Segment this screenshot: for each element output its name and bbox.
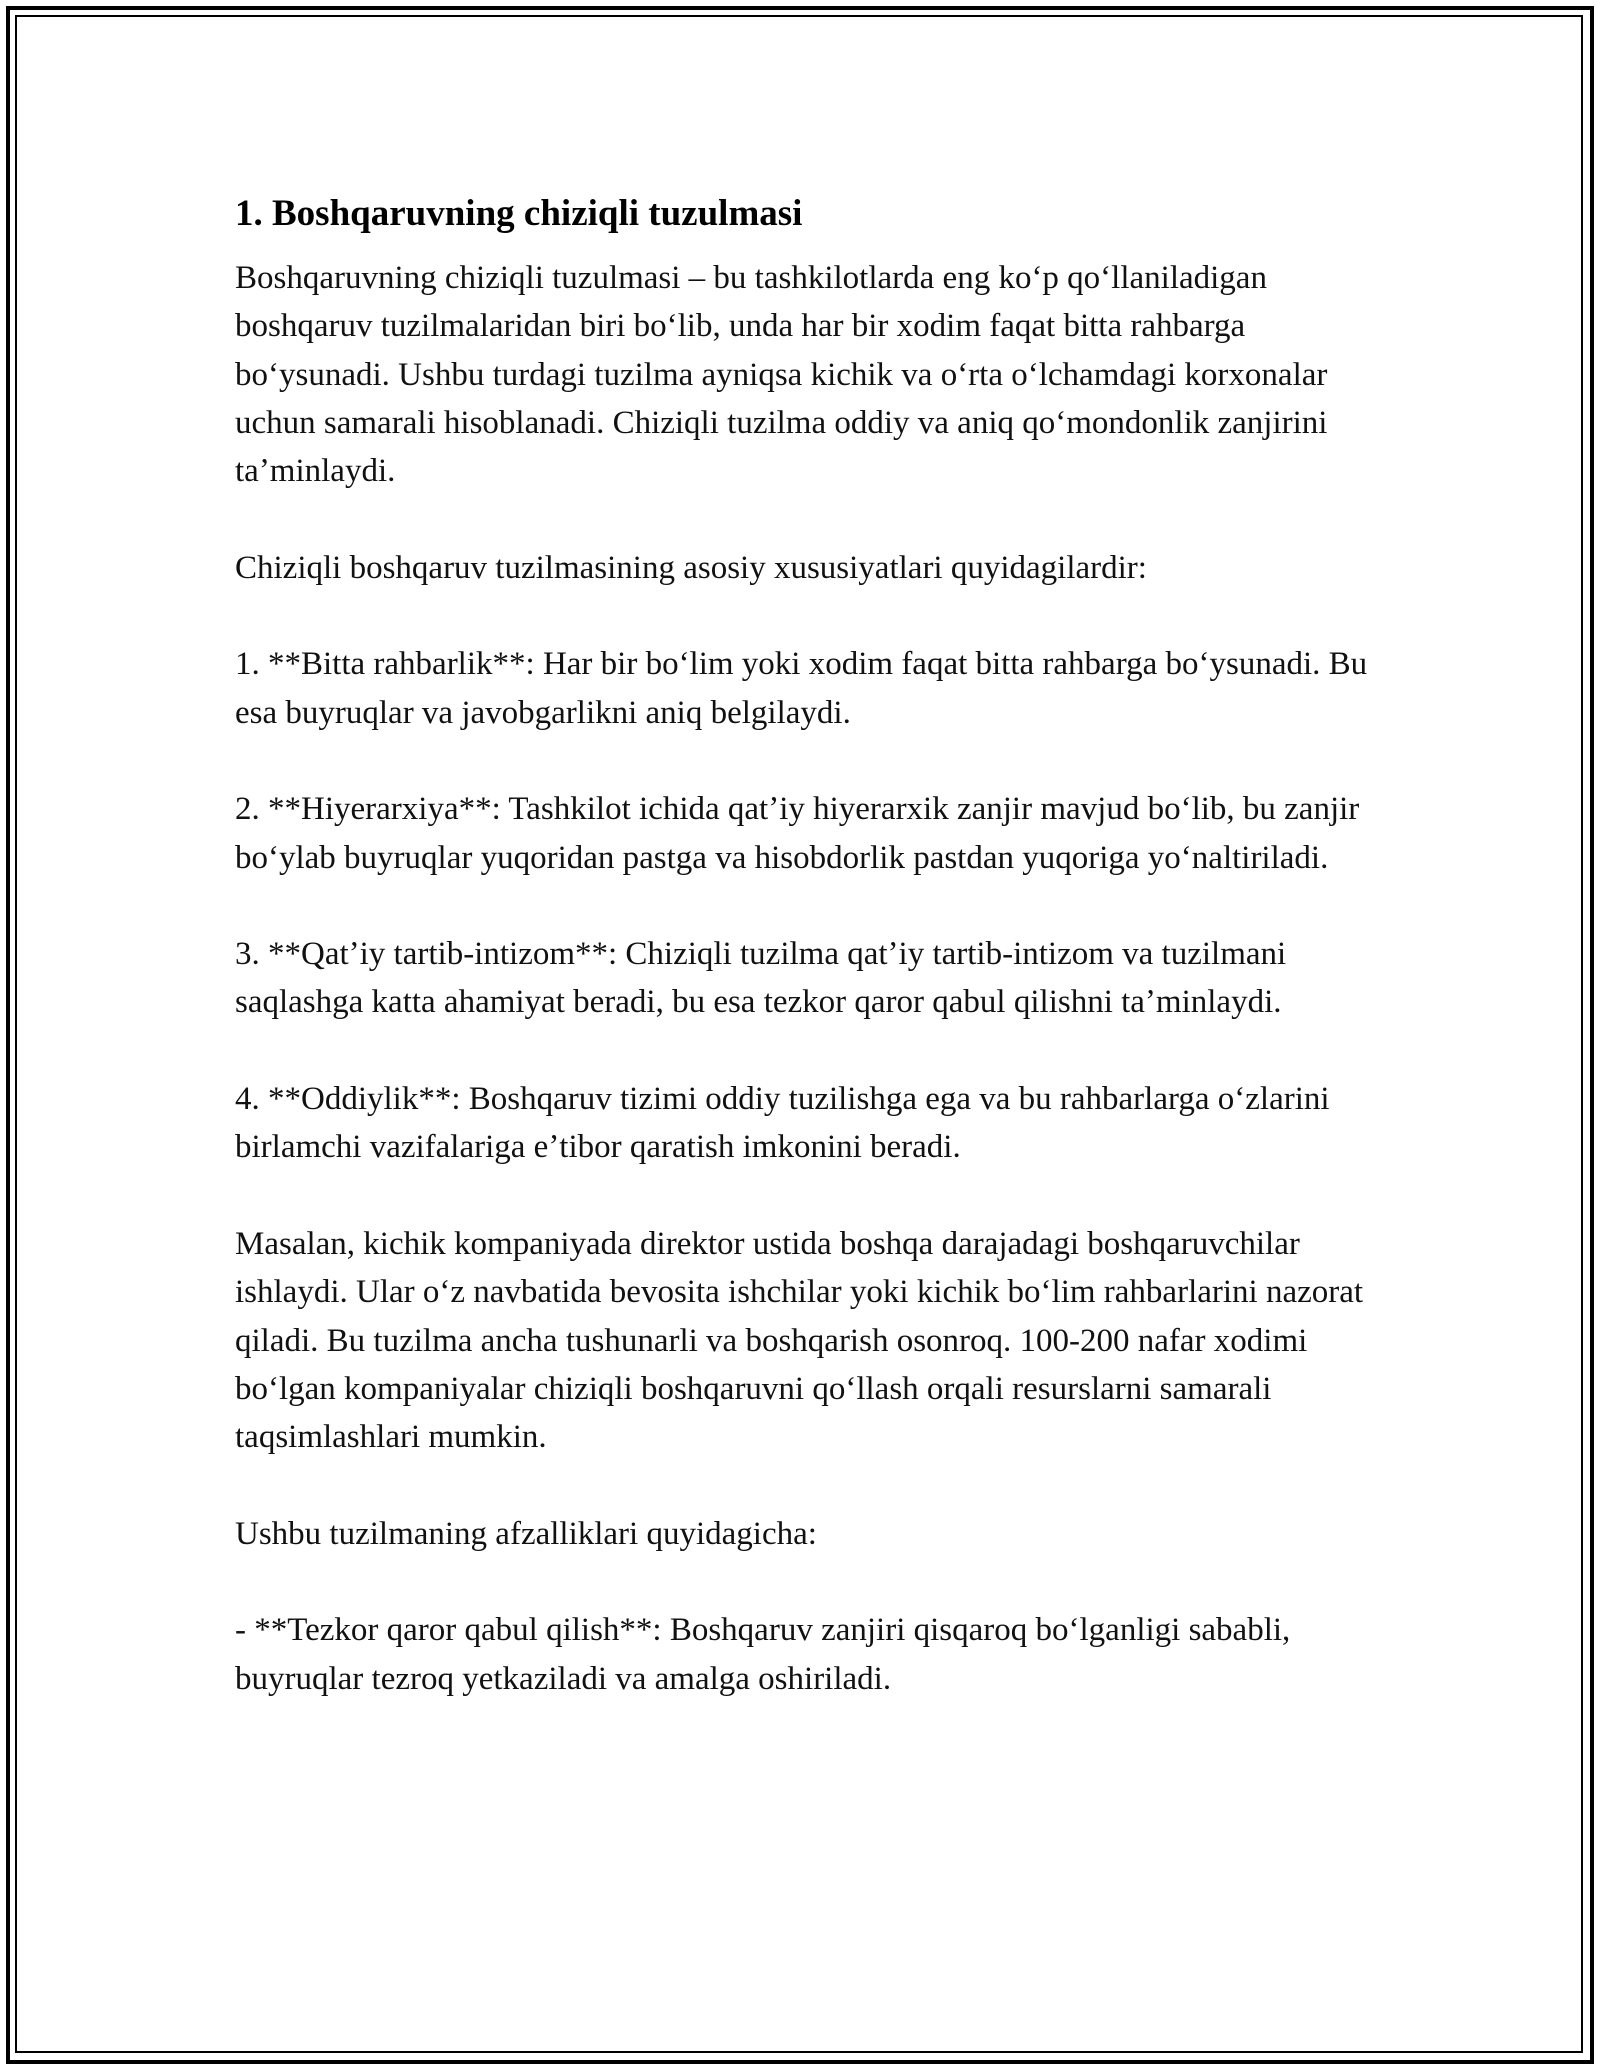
document-title: 1. Boshqaruvning chiziqli tuzulmasi <box>235 193 803 234</box>
feature-item-discipline: 3. **Qatʼiy tartib-intizom**: Chiziqli tuzilma qatʼiy tartib-intizom va tuzilmani saqlashga katta ahamiyat beradi, bu esa tezkor qaror qabul qilishni taʼminlaydi. <box>235 936 1287 1021</box>
example-paragraph: Masalan, kichik kompaniyada direktor ustida boshqa darajadagi boshqaruvchilar ishlaydi. Ular oʻz navbatida bevosita ishchilar yoki kichik boʻlim rahbarlarini nazorat qiladi. Bu tuzilma ancha tushunarli va boshqarish osonroq. 100-200 nafar xodimi boʻlgan kompaniyalar chiziqli boshqaruvni qoʻllash orqali resurslarni samarali taqsimlashlari mumkin. <box>235 1225 1364 1456</box>
intro-paragraph: Boshqaruvning chiziqli tuzulmasi – bu tashkilotlarda eng koʻp qoʻllaniladigan boshqaruv tuzilmalaridan biri boʻlib, unda har bir xodim faqat bitta rahbarga boʻysunadi. Ushbu turdagi tuzilma ayniqsa kichik va oʻrta oʻlchamdagi korxonalar uchun samarali hisoblanadi. Chiziqli tuzilma oddiy va aniq qoʻmondonlik zanjirini taʼminlaydi. <box>235 260 1328 490</box>
feature-item-hierarchy: 2. **Hiyerarxiya**: Tashkilot ichida qatʼiy hiyerarxik zanjir mavjud boʻlib, bu zanjir boʻylab buyruqlar yuqoridan pastga va hisobdorlik pastdan yuqoriga yoʻnaltiriladi. <box>235 791 1360 876</box>
document-body <box>235 190 1375 1751</box>
feature-item-simplicity: 4. **Oddiylik**: Boshqaruv tizimi oddiy tuzilishga ega va bu rahbarlarga oʻzlarini birlamchi vazifalariga eʼtibor qaratish imkonini beradi. <box>235 1081 1330 1166</box>
advantage-item-fast-decisions: - **Tezkor qaror qabul qilish**: Boshqaruv zanjiri qisqaroq boʻlganligi sababli, buyruqlar tezroq yetkaziladi va amalga oshiriladi. <box>235 1612 1291 1697</box>
features-heading-paragraph: Chiziqli boshqaruv tuzilmasining asosiy xususiyatlari quyidagilardir: <box>235 549 1147 586</box>
advantages-heading-paragraph: Ushbu tuzilmaning afzalliklari quyidagicha: <box>235 1515 817 1552</box>
feature-item-single-leadership: 1. **Bitta rahbarlik**: Har bir boʻlim yoki xodim faqat bitta rahbarga boʻysunadi. Bu esa buyruqlar va javobgarlikni aniq belgilaydi. <box>235 646 1368 731</box>
